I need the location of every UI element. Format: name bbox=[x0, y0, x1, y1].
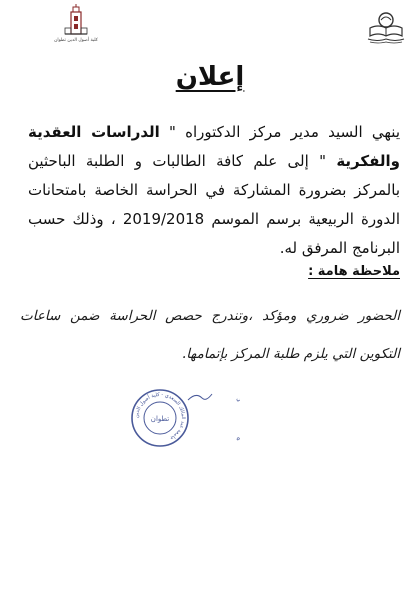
note-line-training: التكوين التي يلزم طلبة المركز بإتمامها. bbox=[181, 346, 400, 362]
announcement-body bbox=[28, 118, 400, 263]
stamp-city: تطوان bbox=[150, 415, 170, 423]
stamp-director-title: ه bbox=[236, 433, 240, 442]
minaret-tower-icon bbox=[61, 4, 91, 38]
stamp-signature bbox=[236, 394, 240, 402]
announcement-title: إعلان bbox=[175, 62, 245, 92]
body-main: " إلى علم كافة الطالبات و الطلبة الباحثين بالمركز بضرورة المشاركة في الحراسة الخاصة بامتحانات الدورة الربيعية برسم الموسم 2019/2018 ، وذلك حسب البرنامج المرفق له. bbox=[28, 152, 400, 257]
title-container bbox=[0, 62, 420, 92]
program-name: الدراسات العقدية والفكرية bbox=[28, 123, 400, 170]
university-logo bbox=[364, 6, 408, 46]
faculty-logo bbox=[46, 4, 106, 52]
body-intro: ينهي السيد مدير مركز الدكتوراه " bbox=[159, 123, 401, 141]
faculty-logo-caption: كلية أصول الدين تطوان bbox=[54, 38, 98, 43]
official-stamp bbox=[118, 378, 240, 458]
stamp-ring-text: جامعة عبد المالك السعدي - كلية أصول الدين bbox=[133, 391, 187, 442]
university-book-logo-icon bbox=[364, 6, 408, 46]
important-note-label: ملاحظة هامة : bbox=[308, 264, 400, 279]
stamp-seal-icon bbox=[118, 378, 240, 458]
note-line-attendance: الحضور ضروري ومؤكد ،وتندرج حصص الحراسة ضمن ساعات bbox=[20, 308, 400, 324]
